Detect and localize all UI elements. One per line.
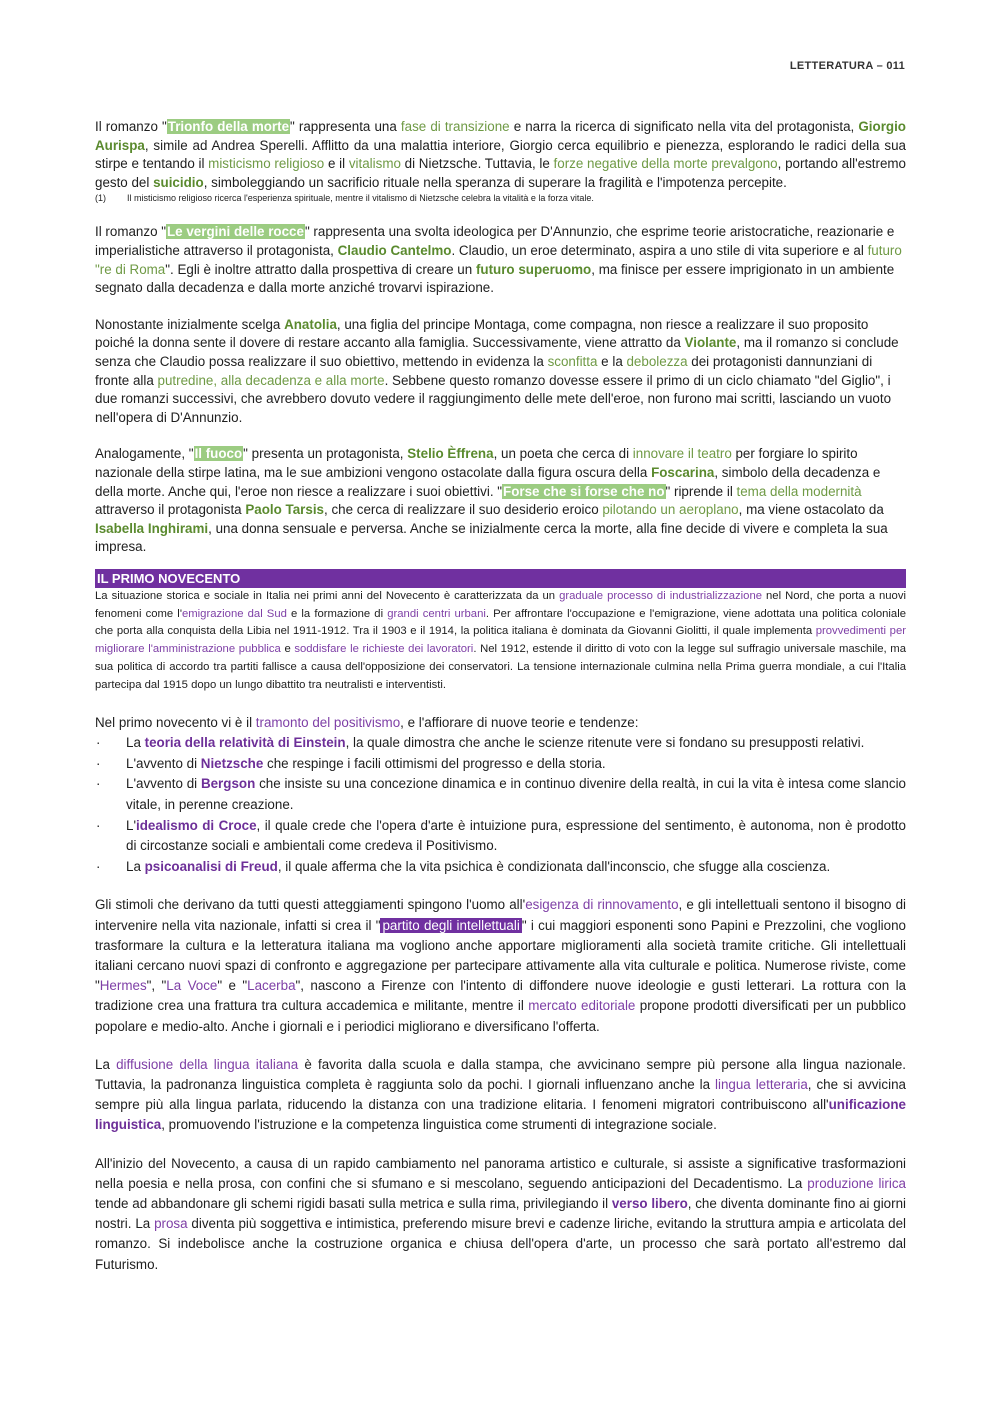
paragraph-fuoco: Analogamente, "Il fuoco" presenta un protagonista, Stelio Èffrena, un poeta che cerca di innovare il teatro per forgiare lo spirito nazionale della stirpe latina, ma le sue ambizioni vengono ostacolate dalla figura oscura della Foscarina, simbolo della decadenza e della morte. Anche qui, l'eroe non riesce a realizzare i suoi obiettivi. "Forse che si forse che no" riprende il tema della modernità attraverso il protagonista Paolo Tarsis, che cerca di realizzare il suo desiderio eroico pilotando un aeroplano, ma viene ostacolato da Isabella Inghirami, una donna sensuale e perversa. Anche se inizialmente cerca la morte, alla fine decide di vivere e completa la sua impresa. [95, 446, 888, 555]
page-header: LETTERATURA – 011 [789, 60, 905, 72]
title-highlight: Le vergini delle rocce [167, 224, 304, 240]
footnote: (1) Il misticismo religioso ricerca l'esperienza spirituale, mentre il vitalismo di Nietzsche celebra la vitalità e la forza vitale. [95, 193, 594, 204]
section-intro: La situazione storica e sociale in Italia nei primi anni del Novecento è caratterizzata da un graduale processo di industrializzazione nel Nord, che porta a nuovi fenomeni come l'emigrazione dal Sud e la formazione di grandi centri urbani. Per affrontare l'occupazione e l'emigrazione, viene adottata una politica coloniale che porta alla conquista della Libia nel 1911-1912. Tra il 1903 e il 1914, la politica italiana è dominata da Giovanni Giolitti, il quale implementa provvedimenti per migliorare l'amministrazione pubblica e soddisfare le richieste dei lavoratori. Nel 1912, estende il diritto di voto con la legge sul suffragio universale maschile, ma sua politica di accordo tra partiti fallisce a causa dell'opposizione dei conservatori. La tensione internazionale culmina nella Prima guerra mondiale, a cui l'Italia partecipa dal 1915 dopo un lungo dibattito tra neutralisti e interventisti. [95, 589, 907, 691]
paragraph-stimoli: Gli stimoli che derivano da tutti questi atteggiamenti spingono l'uomo all'esigenza di rinnovamento, e gli intellettuali sentono il bisogno di intervenire nella vita nazionale, infatti si crea il " partito degli intellettuali " i cui maggiori esponenti sono Papini e Prezzolini, che vogliono trasformare la cultura e la letteratura italiana ma vogliono anche apportare miglioramenti alla società tramite critiche. Gli intellettuali italiani cercano nuovi spazi di confronto e aggregazione per partecipare attivamente alla vita culturale e politica. Numerose riviste, come "Hermes", "La Voce" e "Lacerba", nascono a Firenze con l'intento di diffondere nuove ideologie e gusti letterari. La rottura con la tradizione crea una frattura tra cultura accademica e militante, mentre il mercato editoriale propone prodotti diversificati per un pubblico popolare e medio-alto. Anche i giornali e i periodici migliorano e diversificano l'offerta. [95, 897, 906, 1034]
list-item: · La teoria della relatività di Einstein, la quale dimostra che anche le scienze ritenute vere si fondano su presupposti relativi. [96, 735, 865, 751]
list-item: · L'avvento di Nietzsche che respinge i facili ottimismi del progresso e della storia. [96, 755, 606, 771]
paragraph-vergini: Il romanzo "Le vergini delle rocce" rappresenta una svolta ideologica per D'Annunzio, che esprime teorie aristocratiche, reazionarie e imperialistiche attraverso il protagonista, Claudio Cantelmo. Claudio, un eroe determinato, aspira a uno stile di vita superiore e al futuro "re di Roma". Egli è inoltre attratto dalla prospettiva di creare un futuro superuomo, ma finisce per essere imprigionato in un ambiente segnato dalla decadenza e dalla morte anziché trovarvi ispirazione. [95, 224, 902, 296]
section-heading: IL PRIMO NOVECENTO [95, 569, 906, 588]
page-content [95, 118, 906, 1275]
bullet-list [95, 733, 906, 877]
partito-highlight: partito degli intellettuali [382, 917, 520, 933]
paragraph-novecento: Nel primo novecento vi è il tramonto del positivismo, e l'affiorare di nuove teorie e tendenze: [95, 714, 639, 730]
paragraph-lingua: La diffusione della lingua italiana è favorita dalla scuola e dalla stampa, che avvicinano sempre più persone alla lingua nazionale. Tuttavia, la padronanza linguistica completa è raggiunta solo da pochi. I giornali influenzano anche la lingua letteraria, che si avvicina sempre più alla lingua parlata, riducendo la distanza con una tradizione elitaria. I fenomeni migratori contribuiscono all'unificazione linguistica, promuovendo l'istruzione e la competenza linguistica come strumenti di integrazione sociale. [95, 1056, 906, 1133]
title-highlight: Forse che si forse che no [503, 483, 665, 499]
title-highlight: Trionfo della morte [167, 119, 290, 134]
paragraph-anatolia: Nonostante inizialmente scelga Anatolia, una figlia del principe Montaga, come compagna, non riesce a realizzare il suo proposito poiché la donna sente il dovere di restare accanto alla famiglia. Successivamente, viene attratto da Violante, ma il romanzo si conclude senza che Claudio possa realizzare il suo obiettivo, mettendo in evidenza la sconfitta e la debolezza dei protagonisti dannunziani di fronte alla putredine, alla decadenza e alla morte. Sebbene questo romanzo dovesse essere il primo di un ciclo chiamato "del Giglio", i due romanzi successivi, che avrebbero dovuto vedere il raggiungimento delle mete dell'eroe, non furono mai scritti, lasciando un vuoto nell'opera di D'Annunzio. [95, 316, 899, 425]
list-item: · L'idealismo di Croce, il quale crede che l'opera d'arte è intuizione pura, espressione del sentimento, è autonoma, non è prodotto di circostanze sociali e ambientali come credeva il Positivismo. [96, 817, 906, 854]
title-highlight: Il fuoco [194, 446, 243, 462]
paragraph-trionfo: Il romanzo "Trionfo della morte" rappresenta una fase di transizione e narra la ricerca di significato nella vita del protagonista, Giorgio Aurispa, simile ad Andrea Sperelli. Afflitto da una malattia interiore, Giorgio cerca equilibrio e pienezza, esplorando le radici della sua stirpe e tentando il misticismo religioso e il vitalismo di Nietzsche. Tuttavia, le forze negative della morte prevalgono, portando all'estremo gesto del suicidio, simboleggiando un sacrificio rituale nella speranza di superare la fragilità e l'impotenza percepite. [95, 119, 907, 190]
list-item: · La psicoanalisi di Freud, il quale afferma che la vita psichica è condizionata dall'inconscio, che sfugge alla coscienza. [96, 858, 831, 874]
paragraph-inizio: All'inizio del Novecento, a causa di un rapido cambiamento nel panorama artistico e culturale, si assiste a significative trasformazioni nella poesia e nella prosa, con confini che si sfumano e si mescolano, seguendo anticipazioni del Decadentismo. La produzione lirica tende ad abbandonare gli schemi rigidi basati sulla metrica e sulla rima, privilegiando il verso libero, che diventa dominante fino ai giorni nostri. La prosa diventa più soggettiva e intimistica, preferendo misure brevi e cadenze liriche, evitando la struttura ampia e articolata del romanzo. Si indebolisce anche la costruzione organica e chiusa dell'opera d'arte, un processo che sarà portato all'estremo dal Futurismo. [95, 1155, 907, 1272]
list-item: · L'avvento di Bergson che insiste su una concezione dinamica e in continuo divenire della realtà, in cui la vita è intesa come slancio vitale, in perenne creazione. [96, 776, 906, 813]
